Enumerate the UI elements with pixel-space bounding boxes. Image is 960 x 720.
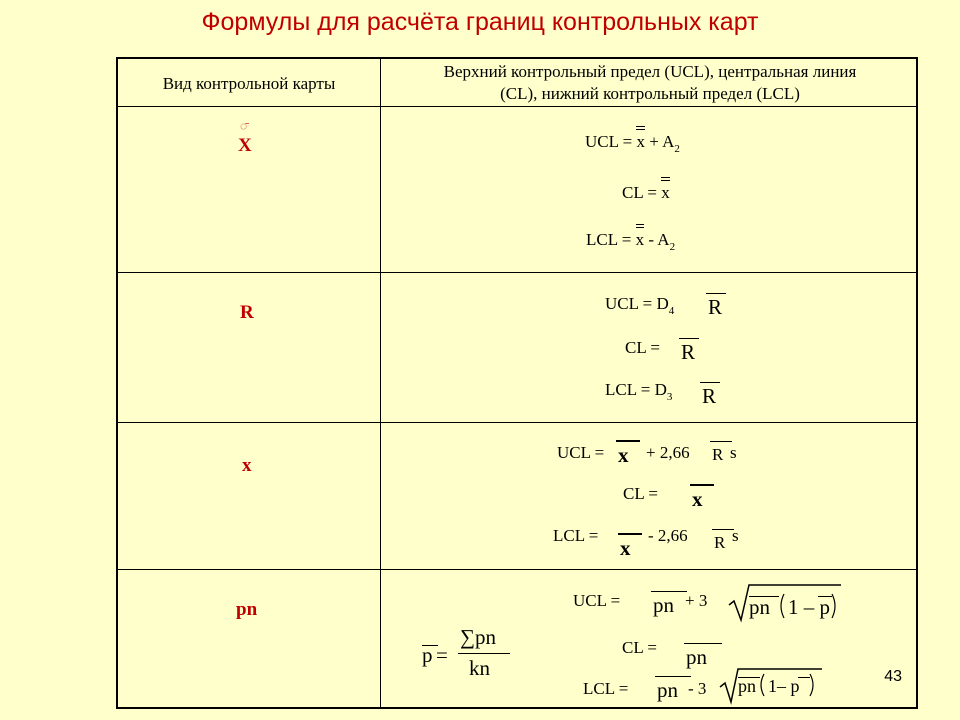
formula-lcl-pn: LCL = [583,679,629,698]
double-bar-x: x [661,183,670,202]
header-limits-line1: Верхний контрольный предел (UCL), центральная линия [443,62,857,81]
sqrt-one-minus-pbar: 1– p [768,676,800,696]
xbar-symbol: x [692,487,703,511]
formula-lcl-xbar: LCL = x - $A_2$ [586,230,676,253]
overbar [700,382,720,383]
formula-cl-x: CL = [623,484,658,503]
header-limits-line2: (CL), нижний контрольный предел (LCL) [500,84,800,103]
formula-cl-pn: CL = [622,638,657,657]
overbar [706,293,726,294]
fraction-bar [458,653,510,654]
double-bar-x: x [635,230,645,249]
overbar [798,677,810,678]
xbar-symbol: x [618,443,629,467]
sqrt-one-minus-pbar: 1 – p [788,595,830,619]
rbar-symbol: R [714,533,726,552]
page-number: 43 [884,668,902,685]
rbar-symbol: R [708,295,723,319]
pbar-denominator: kn [469,656,490,680]
xbar-symbol: x [620,536,631,560]
formulas-table [116,57,918,709]
lcl-x-s: s [732,526,739,545]
overbar [684,643,722,644]
pbar-numerator: ∑pn [460,625,496,649]
rbar-symbol: R [681,340,696,364]
overbar [690,484,714,486]
row-divider [118,569,916,570]
lcl-pn-coefficient: - 3 [688,679,707,698]
row-divider [118,422,916,423]
sqrt-pnbar: pn [738,676,756,696]
formula-ucl-xbar: UCL = $x + A_2$ [585,132,680,155]
pbar-equals: = [436,643,448,667]
ucl-x-s: s [730,443,737,462]
pnbar-symbol: pn [657,678,678,702]
formula-cl-xbar: CL = x [622,183,670,202]
pnbar-symbol: pn [653,593,674,617]
formula-ucl-r: UCL = $D_4$ [605,294,675,317]
formula-lcl-r: LCL = $D_3$ [605,380,673,403]
ucl-pn-coefficient: + 3 [685,591,708,610]
formula-cl-r: CL = [625,338,660,357]
overbar [651,591,687,592]
formula-ucl-x: UCL = [557,443,605,462]
sqrt-pnbar: pn [749,595,770,619]
rbar-symbol: R [702,384,717,408]
formula-lcl-x: LCL = [553,526,599,545]
header-chart-type: Вид контрольной карты [162,74,336,93]
header-limits [382,61,918,105]
lcl-x-coefficient: - 2,66 [648,526,688,545]
double-bar-x: x [636,132,645,151]
chart-kind-x: x [242,455,252,476]
header-divider [118,106,916,107]
overbar [679,338,699,339]
overbar [712,529,734,530]
overbar [618,533,642,535]
slide-title: Формулы для расчёта границ контрольных карт [201,8,759,36]
formula-ucl-pn: UCL = [573,591,621,610]
column-divider [380,59,381,707]
pbar-symbol: p [422,643,433,667]
pnbar-symbol: pn [686,645,707,669]
xbar-overbar-icon: ◌̄ [240,119,248,133]
ucl-x-coefficient: + 2,66 [646,443,690,462]
chart-kind-xbar: ◌̄ X [238,119,252,156]
chart-kind-pn: pn [236,599,258,620]
rbar-symbol: R [712,445,724,464]
row-divider [118,272,916,273]
overbar [616,440,640,442]
overbar [710,441,732,442]
chart-kind-r: R [240,302,254,323]
overbar [655,676,691,677]
